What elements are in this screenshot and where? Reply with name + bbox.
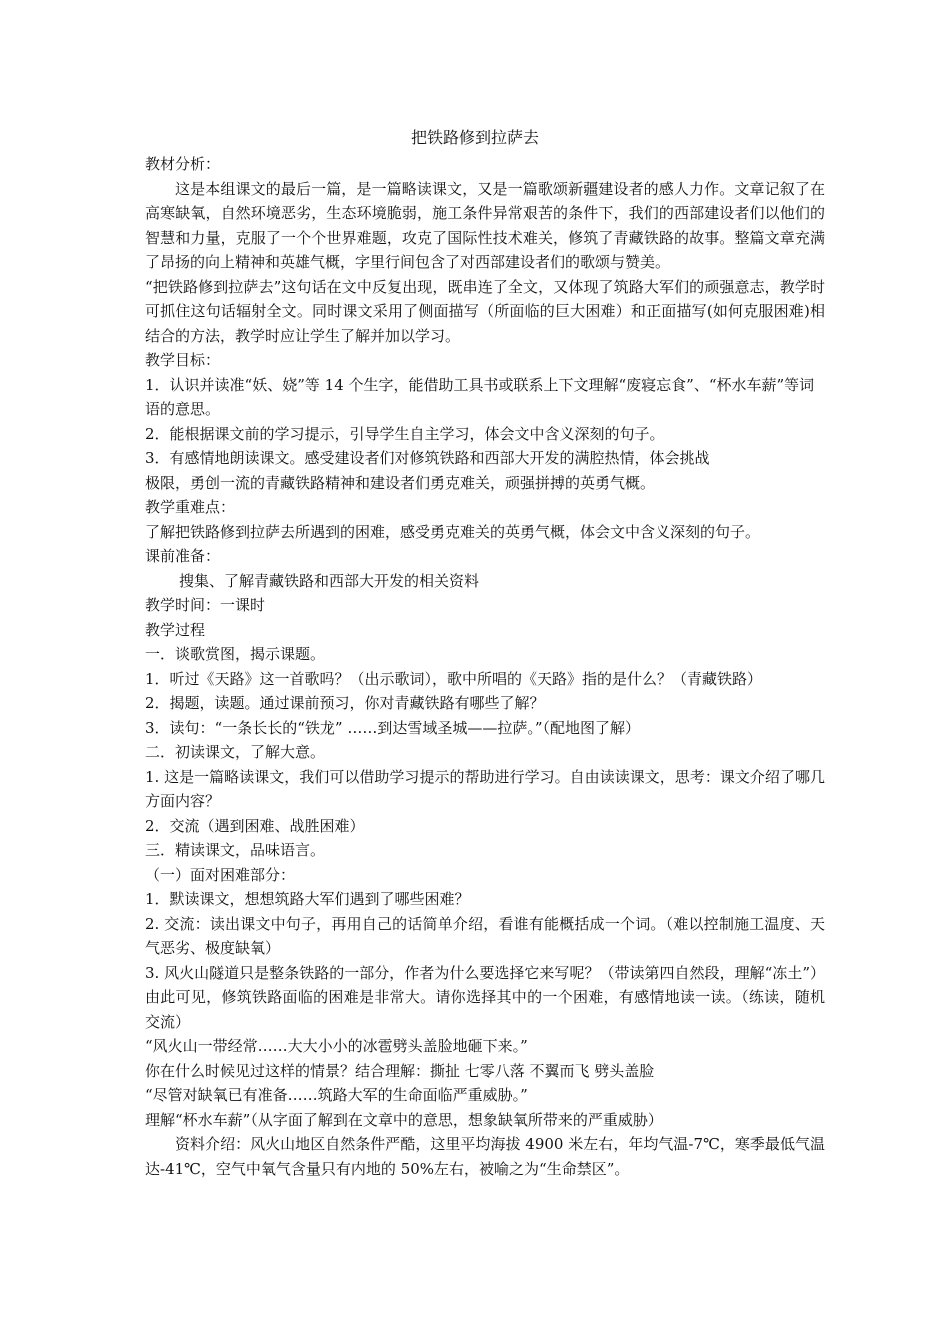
quote-2: “尽管对缺氧已有准备……筑路大军的生命面临严重威胁。”: [145, 1086, 528, 1104]
step-3-item-3: 3. 风火山隧道只是整条铁路的一部分，作者为什么要选择它来写呢？（带读第四自然段，理解“冻土”）由此可见，修筑铁路面临的困难是非常大。请你选择其中的一个困难，有感情地读一读。（练读，随机交流）: [145, 963, 825, 1031]
step-1-item-1: 1．听过《天路》这一首歌吗？（出示歌词），歌中所唱的《天路》指的是什么？（青藏铁路）: [145, 669, 763, 688]
question-scene: 你在什么时候见过这样的情景？结合理解：撕扯 七零八落 不翼而飞 劈头盖脸: [145, 1061, 655, 1080]
document-body: [145, 152, 825, 1181]
preparation-text: 搜集、了解青藏铁路和西部大开发的相关资料: [179, 571, 480, 590]
paragraph-analysis: 这是本组课文的最后一篇，是一篇略读课文，又是一篇歌颂新疆建设者的感人力作。文章记叙了在高寒缺氧，自然环境恶劣，生态环境脆弱，施工条件异常艰苦的条件下，我们的西部建设者们以他们的智慧和力量，克服了一个个世界难题，攻克了国际性技术难关，修筑了青藏铁路的故事。整篇文章充满了昂扬的向上精神和英雄气概，字里行间包含了对西部建设者们的歌颂与赞美。: [145, 179, 825, 271]
step-2-item-1: 1. 这是一篇略读课文，我们可以借助学习提示的帮助进行学习。自由读读课文，思考：课文介绍了哪几方面内容？: [145, 767, 825, 810]
teaching-time: 教学时间：一课时: [145, 596, 266, 614]
section-heading-key-points: 教学重难点：: [145, 498, 236, 516]
step-3-subheading: （一）面对困难部分：: [145, 865, 296, 884]
goal-item-2: 2．能根据课文前的学习提示，引导学生自主学习，体会文中含义深刻的句子。: [145, 424, 665, 443]
step-1-heading: 一．谈歌赏图，揭示课题。: [145, 645, 326, 663]
section-heading-preparation: 课前准备：: [145, 547, 221, 565]
key-points-text: 了解把铁路修到拉萨去所遇到的困难，感受勇克难关的英勇气概，体会文中含义深刻的句子。: [145, 522, 761, 541]
step-2-item-2: 2．交流（遇到困难、战胜困难）: [145, 816, 365, 835]
vocab-note: 理解“杯水车薪”（从字面了解到在文章中的意思，想象缺氧所带来的严重威胁）: [145, 1110, 663, 1129]
section-heading-analysis: 教材分析：: [145, 155, 221, 173]
quote-1: “风火山一带经常……大大小小的冰雹劈头盖脸地砸下来。”: [145, 1037, 528, 1055]
section-heading-process: 教学过程: [145, 620, 206, 639]
paragraph-analysis-2: “把铁路修到拉萨去”这句话在文中反复出现，既串连了全文，又体现了筑路大军们的顽强意志，教学时可抓住这句话辐射全文。同时课文采用了侧面描写（所面临的巨大困难）和正面描写(如何克服困难)相结合的方法，教学时应让学生了解并加以学习。: [145, 277, 825, 345]
document-title: 把铁路修到拉萨去: [410, 128, 539, 147]
step-3-item-2: 2. 交流：读出课文中句子，再用自己的话简单介绍，看谁有能概括成一个词。（难以控制施工温度、天气恶劣、极度缺氧）: [145, 914, 825, 957]
step-3-item-1: 1．默读课文，想想筑路大军们遇到了哪些困难？: [145, 890, 470, 908]
step-3-heading: 三．精读课文，品味语言。: [145, 841, 326, 859]
goal-item-1: 1．认识并读准“妖、娆”等 14 个生字，能借助工具书或联系上下文理解“废寝忘食”、“杯水车薪”等词语的意思。: [145, 375, 815, 418]
section-heading-goals: 教学目标：: [145, 351, 221, 369]
goal-item-3: 3．有感情地朗读课文。感受建设者们对修筑铁路和西部大开发的满腔热情，体会挑战: [145, 449, 710, 467]
step-2-heading: 二．初读课文，了解大意。: [145, 743, 326, 761]
step-1-item-3: 3．读句：“一条长长的“铁龙” ……到达雪域圣城——拉萨。”（配地图了解）: [145, 718, 640, 737]
resource-intro: 资料介绍：风火山地区自然条件严酷，这里平均海拔 4900 米左右，年均气温-7℃，寒季最低气温达-41℃，空气中氧气含量只有内地的 50%左右，被喻之为“生命禁区”。: [145, 1135, 825, 1178]
goal-item-3-cont: 极限，勇创一流的青藏铁路精神和建设者们勇克难关，顽强拼搏的英勇气概。: [145, 473, 656, 492]
step-1-item-2: 2．揭题，读题。通过课前预习，你对青藏铁路有哪些了解？: [145, 694, 545, 712]
